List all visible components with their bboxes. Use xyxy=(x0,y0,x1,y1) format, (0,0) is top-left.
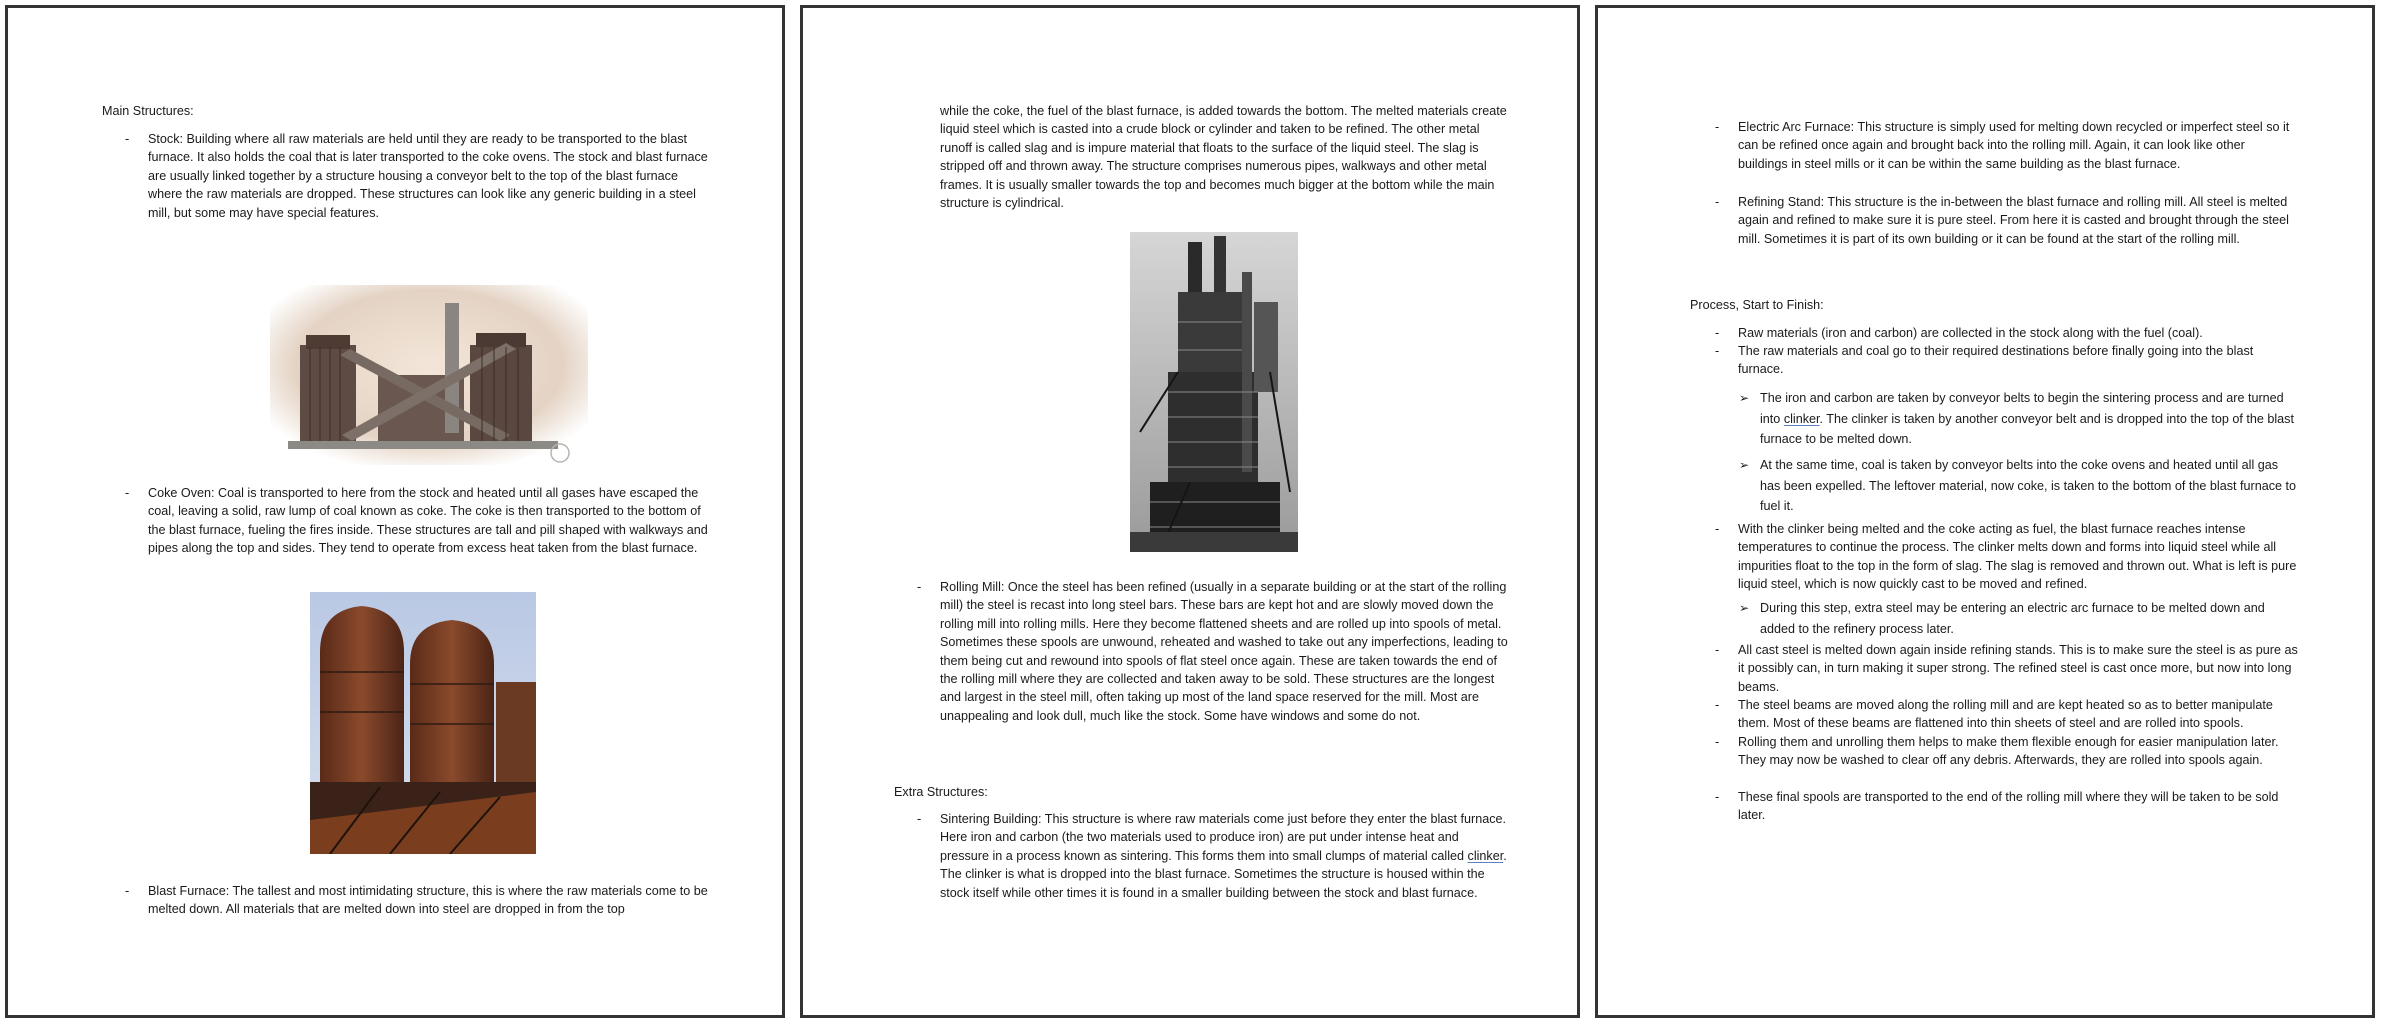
process-step-text: With the clinker being melted and the coke acting as fuel, the blast furnace reaches intense temperatures to continue the process. The clinker melts down and forms into liquid steel while all impurities float to the top in the form of slag. The slag is removed and thrown out. What is left is pure liquid steel, which is now quickly cast to be moved and refined. xyxy=(1738,522,2297,592)
arrow-bullet-icon: ➢ xyxy=(1739,391,1750,405)
dash-marker: - xyxy=(1715,790,1720,804)
dash-marker: - xyxy=(125,132,130,146)
blast-furnace-continuation: while the coke, the fuel of the blast furnace, is added towards the bottom. The melted materials create liquid steel which is casted into a crude block or cylinder and taken to be refined. The other metal runoff is called slag and is impure material that floats to the surface of the liquid steel. The slag is stripped off and thrown away. The structure comprises numerous pipes, walkways and other metal frames. It is usually smaller towards the top and becomes much bigger at the bottom while the main structure is cylindrical. xyxy=(940,104,1507,211)
process-step-text: The steel beams are moved along the rolling mill and are kept heated so as to better manipulate them. Most of these beams are flattened into thin sheets of steel and are rolled into spools. xyxy=(1738,698,2273,731)
document-page-1 xyxy=(5,5,785,1018)
process-step-7 xyxy=(1715,788,2298,825)
section-heading-main-structures: Main Structures: xyxy=(102,104,194,118)
section-heading-process: Process, Start to Finish: xyxy=(1690,298,1824,312)
process-step-text: Raw materials (iron and carbon) are collected in the stock along with the fuel (coal). xyxy=(1738,326,2203,340)
process-substep-text: During this step, extra steel may be entering an electric arc furnace to be melted down and added to the refinery process later. xyxy=(1760,601,2265,636)
process-step-1 xyxy=(1715,324,2298,342)
dash-marker: - xyxy=(1715,326,1720,340)
dash-marker: - xyxy=(1715,344,1720,358)
dash-marker: - xyxy=(917,812,922,826)
process-step-5 xyxy=(1715,696,2298,733)
list-item-rolling-mill xyxy=(917,578,1510,725)
dash-marker: - xyxy=(1715,120,1720,134)
dash-marker: - xyxy=(1715,522,1720,536)
process-substep-sintering xyxy=(1739,388,2298,450)
list-item-electric-arc-furnace xyxy=(1715,118,2298,173)
list-item-coke-oven xyxy=(125,484,708,558)
process-step-3 xyxy=(1715,520,2298,594)
process-substep-text: The iron and carbon are taken by conveyor belts to begin the sintering process and are turned into clinker. The clinker is taken by another conveyor belt and is dropped into the top of the blast furnace to be melted down. xyxy=(1760,391,2294,446)
dash-marker: - xyxy=(1715,195,1720,209)
dash-marker: - xyxy=(917,580,922,594)
section-heading-extra-structures: Extra Structures: xyxy=(894,785,988,799)
rolling-mill-paragraph: Rolling Mill: Once the steel has been refined (usually in a separate building or at the start of the rolling mill) the steel is recast into long steel bars. These bars are kept hot and are slowly moved down the rolling mill into rolling mills. Here they become flattened sheets and are rolled up into spools of metal. Sometimes these spools are unwound, reheated and washed to take out any imperfections, leading to them being cut and rewound into spools of flat steel once again. These are taken towards the end of the rolling mill where they are collected and taken away to be sold. These structures are the longest and largest in the steel mill, often taking up most of the land space reserved for the mill. Most are unappealing and look dull, much like the stock. Some have windows and some do not. xyxy=(940,580,1508,723)
dash-marker: - xyxy=(1715,735,1720,749)
list-item-stock xyxy=(125,130,708,222)
list-item-blast-furnace xyxy=(125,882,708,919)
process-step-4 xyxy=(1715,641,2298,696)
refining-stand-paragraph: Refining Stand: This structure is the in-between the blast furnace and rolling mill. All steel is melted again and refined to make sure it is pure steel. From here it is casted and brought through the steel mill. Sometimes it is part of its own building or it can be found at the start of the rolling mill. xyxy=(1738,195,2289,246)
clinker-underlined-word: clinker xyxy=(1783,411,1820,426)
process-step-6 xyxy=(1715,733,2298,770)
process-substep-text: At the same time, coal is taken by conveyor belts into the coke ovens and heated until all gas has been expelled. The leftover material, now coke, is taken to the bottom of the blast furnace to fuel it. xyxy=(1760,458,2297,513)
process-substep-electric-arc xyxy=(1739,598,2298,639)
process-step-text: All cast steel is melted down again inside refining stands. This is to make sure the steel is as pure as it possibly can, in turn making it super strong. The refined steel is cast once more, but now into long beams. xyxy=(1738,643,2298,694)
stock-paragraph: Stock: Building where all raw materials are held until they are ready to be transported to the blast furnace. It also holds the coal that is later transported to the coke ovens. The stock and blast furnace are usually linked together by a structure housing a conveyor belt to the top of the blast furnace where the raw materials are dropped. These structures can look like any generic building in a steel mill, but some may have special features. xyxy=(148,132,708,220)
list-item-refining-stand xyxy=(1715,193,2298,248)
dash-marker: - xyxy=(1715,698,1720,712)
stock-building-image xyxy=(270,285,588,465)
coke-oven-paragraph: Coke Oven: Coal is transported to here from the stock and heated until all gases have escaped the coal, leaving a solid, raw lump of coal known as coke. The coke is then transported to the bottom of the blast furnace, fueling the fires inside. These structures are tall and pill shaped with walkways and pipes along the top and sides. They tend to operate from excess heat taken from the blast furnace. xyxy=(148,486,708,556)
process-step-text: The raw materials and coal go to their required destinations before finally going into the blast furnace. xyxy=(1738,344,2254,377)
dash-marker: - xyxy=(125,884,130,898)
process-substep-coke xyxy=(1739,455,2298,517)
document-page-2 xyxy=(800,5,1580,1018)
process-step-2 xyxy=(1715,342,2298,379)
dash-marker: - xyxy=(125,486,130,500)
dash-marker: - xyxy=(1715,643,1720,657)
sintering-paragraph: Sintering Building: This structure is where raw materials come just before they enter the blast furnace. Here iron and carbon (the two materials used to produce iron) are put under intense heat and pressure in a process known as sintering. This forms them into small clumps of material called clinker. The clinker is what is dropped into the blast furnace. Sometimes the structure is housed within the stock itself while other times it is found in a smaller building between the stock and blast furnace. xyxy=(940,812,1507,900)
coke-ovens-image xyxy=(310,592,536,854)
blast-furnace-paragraph: Blast Furnace: The tallest and most intimidating structure, this is where the raw materials come to be melted down. All materials that are melted down into steel are dropped in from the top xyxy=(148,884,708,917)
electric-arc-paragraph: Electric Arc Furnace: This structure is simply used for melting down recycled or imperfect steel so it can be refined once again and brought back into the rolling mill. Again, it can look like other buildings in steel mills or it can be within the same building as the blast furnace. xyxy=(1738,120,2290,171)
blast-furnace-image xyxy=(1130,232,1298,552)
list-item-sintering-building xyxy=(917,810,1510,902)
process-step-text: Rolling them and unrolling them helps to make them flexible enough for easier manipulation later. They may now be washed to clear off any debris. Afterwards, they are rolled into spools again. xyxy=(1738,735,2279,768)
process-step-text: These final spools are transported to the end of the rolling mill where they will be taken to be sold later. xyxy=(1738,790,2279,823)
arrow-bullet-icon: ➢ xyxy=(1739,458,1750,472)
document-page-3 xyxy=(1595,5,2375,1018)
clinker-underlined-word: clinker xyxy=(1467,848,1504,863)
arrow-bullet-icon: ➢ xyxy=(1739,601,1750,615)
